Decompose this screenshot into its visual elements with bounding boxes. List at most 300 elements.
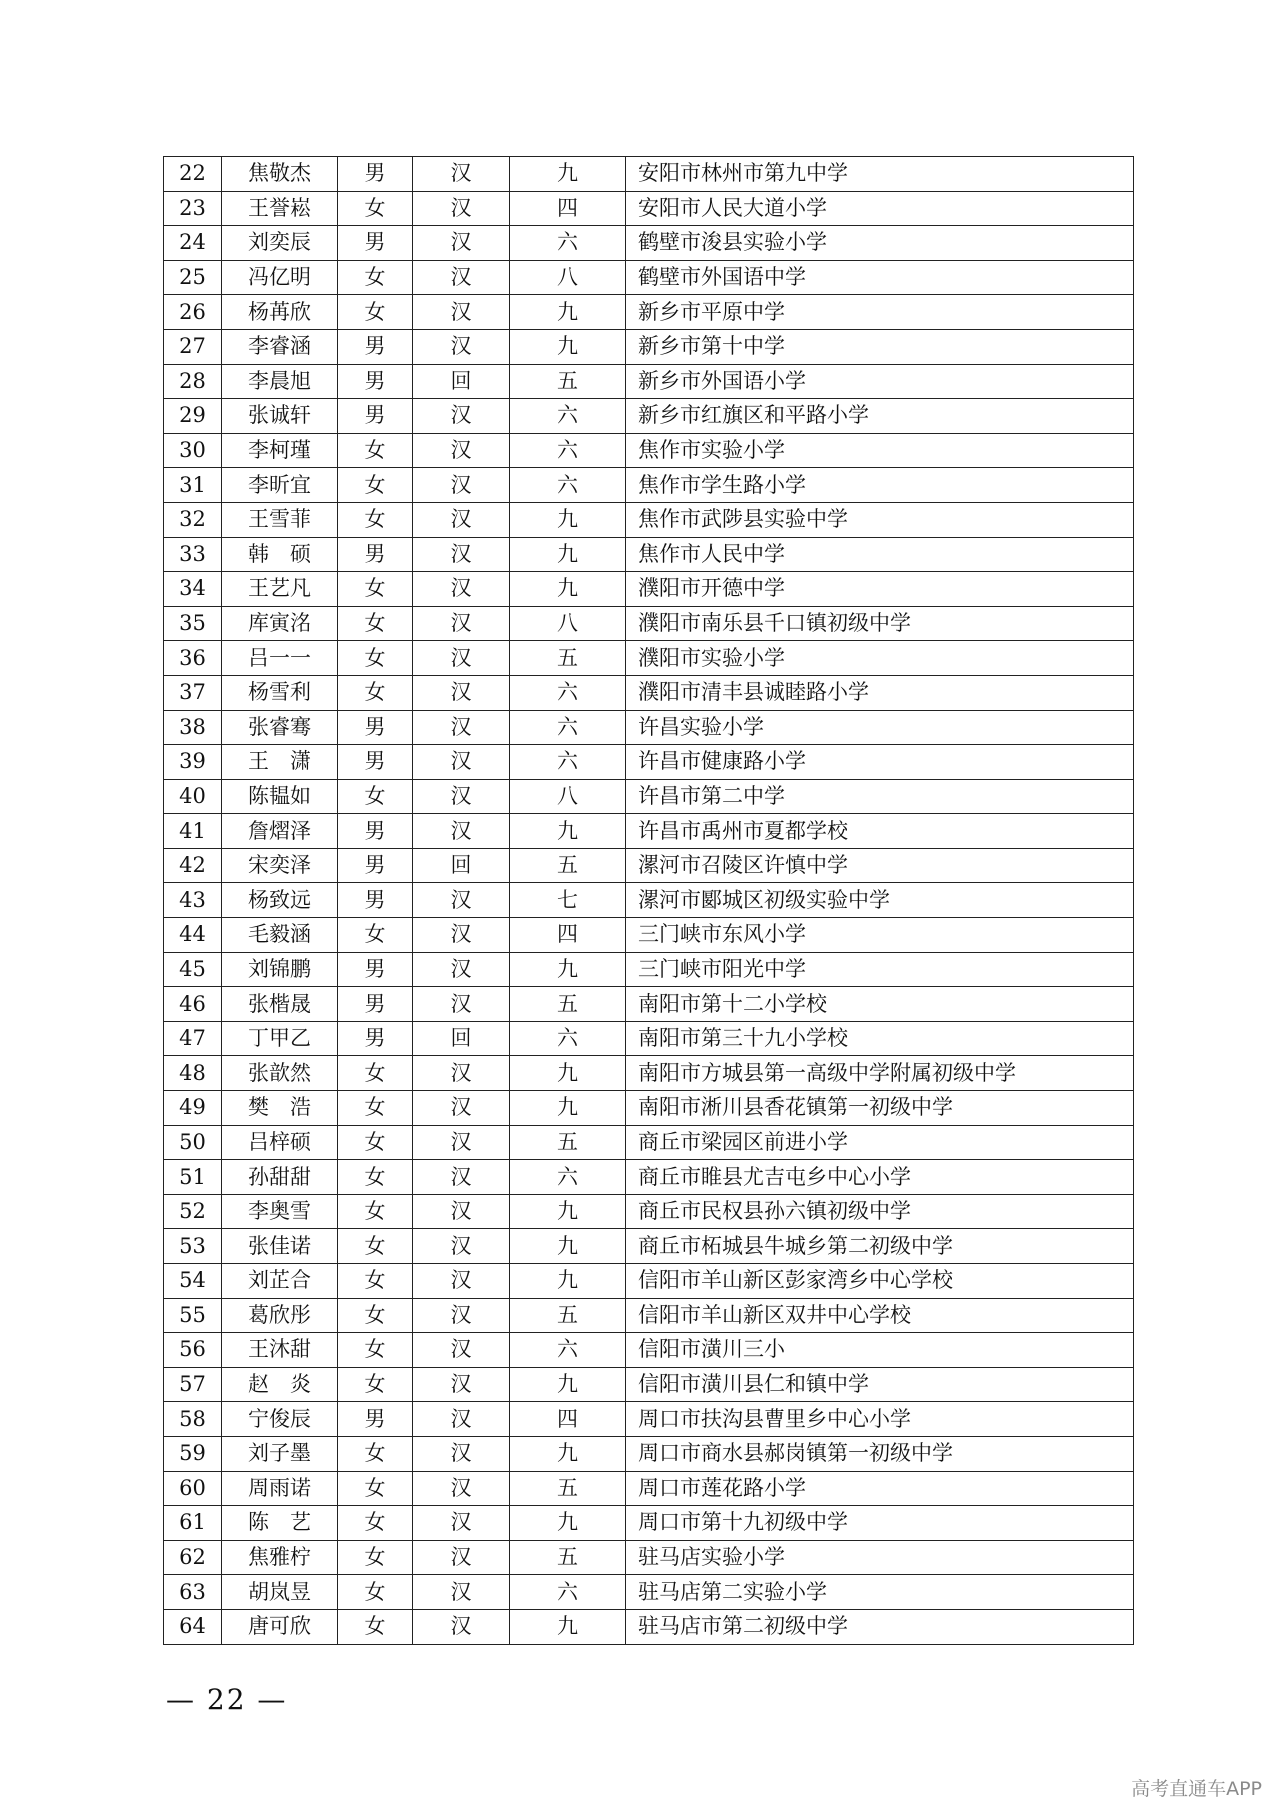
grade-cell: 六 [510,468,626,503]
ethnicity-cell: 汉 [413,537,510,572]
grade-cell: 五 [510,1298,626,1333]
grade-cell: 九 [510,1194,626,1229]
ethnicity-cell: 汉 [413,399,510,434]
school-cell: 信阳市羊山新区彭家湾乡中心学校 [626,1264,1134,1299]
student-name-cell: 吕一一 [222,641,338,676]
table-row [164,502,1134,537]
grade-cell: 九 [510,1229,626,1264]
row-number-cell: 33 [164,537,222,572]
table-row [164,918,1134,953]
student-name-cell: 葛欣彤 [222,1298,338,1333]
table-row [164,1160,1134,1195]
student-name-cell: 杨雪利 [222,675,338,710]
table-row [164,1506,1134,1541]
gender-cell: 男 [338,364,413,399]
student-name-cell: 韩 硕 [222,537,338,572]
grade-cell: 九 [510,1056,626,1091]
ethnicity-cell: 汉 [413,710,510,745]
ethnicity-cell: 汉 [413,157,510,192]
grade-cell: 九 [510,157,626,192]
school-cell: 濮阳市南乐县千口镇初级中学 [626,606,1134,641]
ethnicity-cell: 汉 [413,1264,510,1299]
gender-cell: 男 [338,848,413,883]
ethnicity-cell: 汉 [413,433,510,468]
student-name-cell: 杨苒欣 [222,295,338,330]
ethnicity-cell: 回 [413,364,510,399]
grade-cell: 五 [510,641,626,676]
school-cell: 许昌实验小学 [626,710,1134,745]
school-cell: 三门峡市东风小学 [626,918,1134,953]
grade-cell: 九 [510,952,626,987]
gender-cell: 男 [338,329,413,364]
table-row [164,329,1134,364]
row-number-cell: 40 [164,779,222,814]
school-cell: 南阳市淅川县香花镇第一初级中学 [626,1091,1134,1126]
table-row [164,1194,1134,1229]
table-row [164,1402,1134,1437]
row-number-cell: 26 [164,295,222,330]
table-row [164,952,1134,987]
row-number-cell: 42 [164,848,222,883]
school-cell: 信阳市羊山新区双井中心学校 [626,1298,1134,1333]
ethnicity-cell: 汉 [413,468,510,503]
school-cell: 南阳市方城县第一高级中学附属初级中学 [626,1056,1134,1091]
ethnicity-cell: 汉 [413,641,510,676]
table-row [164,641,1134,676]
gender-cell: 女 [338,1125,413,1160]
grade-cell: 五 [510,848,626,883]
row-number-cell: 48 [164,1056,222,1091]
school-cell: 焦作市学生路小学 [626,468,1134,503]
school-cell: 驻马店市第二初级中学 [626,1609,1134,1644]
student-name-cell: 张睿骞 [222,710,338,745]
ethnicity-cell: 汉 [413,226,510,261]
table-row [164,1436,1134,1471]
row-number-cell: 36 [164,641,222,676]
gender-cell: 女 [338,468,413,503]
gender-cell: 女 [338,260,413,295]
ethnicity-cell: 汉 [413,779,510,814]
row-number-cell: 24 [164,226,222,261]
table-row [164,191,1134,226]
grade-cell: 六 [510,745,626,780]
ethnicity-cell: 汉 [413,1540,510,1575]
grade-cell: 四 [510,1402,626,1437]
row-number-cell: 27 [164,329,222,364]
ethnicity-cell: 汉 [413,814,510,849]
gender-cell: 女 [338,1264,413,1299]
grade-cell: 八 [510,260,626,295]
row-number-cell: 47 [164,1021,222,1056]
ethnicity-cell: 汉 [413,1194,510,1229]
gender-cell: 男 [338,1402,413,1437]
student-name-cell: 宁俊辰 [222,1402,338,1437]
table-row [164,1091,1134,1126]
table-row [164,848,1134,883]
table-row [164,675,1134,710]
student-name-cell: 陈韫如 [222,779,338,814]
grade-cell: 六 [510,1333,626,1368]
gender-cell: 女 [338,572,413,607]
table-row [164,1471,1134,1506]
ethnicity-cell: 汉 [413,329,510,364]
row-number-cell: 34 [164,572,222,607]
school-cell: 南阳市第十二小学校 [626,987,1134,1022]
row-number-cell: 46 [164,987,222,1022]
ethnicity-cell: 汉 [413,260,510,295]
school-cell: 焦作市人民中学 [626,537,1134,572]
gender-cell: 女 [338,1194,413,1229]
table-row [164,883,1134,918]
row-number-cell: 45 [164,952,222,987]
row-number-cell: 31 [164,468,222,503]
gender-cell: 男 [338,987,413,1022]
school-cell: 新乡市外国语小学 [626,364,1134,399]
gender-cell: 女 [338,1506,413,1541]
gender-cell: 女 [338,295,413,330]
row-number-cell: 44 [164,918,222,953]
school-cell: 新乡市第十中学 [626,329,1134,364]
ethnicity-cell: 汉 [413,1506,510,1541]
row-number-cell: 59 [164,1436,222,1471]
student-name-cell: 张诚轩 [222,399,338,434]
school-cell: 周口市商水县郝岗镇第一初级中学 [626,1436,1134,1471]
grade-cell: 五 [510,1125,626,1160]
table-row [164,779,1134,814]
table-row [164,572,1134,607]
row-number-cell: 58 [164,1402,222,1437]
grade-cell: 九 [510,1436,626,1471]
school-cell: 漯河市召陵区许慎中学 [626,848,1134,883]
watermark: 高考直通车APP [1131,1778,1262,1800]
ethnicity-cell: 回 [413,848,510,883]
row-number-cell: 64 [164,1609,222,1644]
school-cell: 新乡市红旗区和平路小学 [626,399,1134,434]
student-name-cell: 张佳诺 [222,1229,338,1264]
school-cell: 商丘市民权县孙六镇初级中学 [626,1194,1134,1229]
gender-cell: 女 [338,918,413,953]
school-cell: 新乡市平原中学 [626,295,1134,330]
school-cell: 驻马店实验小学 [626,1540,1134,1575]
ethnicity-cell: 汉 [413,502,510,537]
table-row [164,987,1134,1022]
gender-cell: 女 [338,779,413,814]
row-number-cell: 57 [164,1367,222,1402]
ethnicity-cell: 汉 [413,1229,510,1264]
student-name-cell: 冯亿明 [222,260,338,295]
school-cell: 三门峡市阳光中学 [626,952,1134,987]
grade-cell: 九 [510,1367,626,1402]
row-number-cell: 22 [164,157,222,192]
school-cell: 许昌市第二中学 [626,779,1134,814]
gender-cell: 女 [338,502,413,537]
student-name-cell: 焦敬杰 [222,157,338,192]
grade-cell: 六 [510,399,626,434]
gender-cell: 女 [338,1471,413,1506]
student-name-cell: 李睿涵 [222,329,338,364]
grade-cell: 九 [510,537,626,572]
school-cell: 商丘市睢县尤吉屯乡中心小学 [626,1160,1134,1195]
school-cell: 安阳市林州市第九中学 [626,157,1134,192]
school-cell: 焦作市武陟县实验中学 [626,502,1134,537]
row-number-cell: 50 [164,1125,222,1160]
table-row [164,745,1134,780]
row-number-cell: 54 [164,1264,222,1299]
ethnicity-cell: 汉 [413,1333,510,1368]
table-row [164,710,1134,745]
row-number-cell: 56 [164,1333,222,1368]
grade-cell: 七 [510,883,626,918]
grade-cell: 九 [510,1091,626,1126]
student-name-cell: 詹熠泽 [222,814,338,849]
ethnicity-cell: 汉 [413,1367,510,1402]
grade-cell: 九 [510,1609,626,1644]
grade-cell: 六 [510,1021,626,1056]
ethnicity-cell: 汉 [413,883,510,918]
gender-cell: 女 [338,606,413,641]
gender-cell: 女 [338,1575,413,1610]
row-number-cell: 30 [164,433,222,468]
school-cell: 周口市第十九初级中学 [626,1506,1134,1541]
grade-cell: 六 [510,433,626,468]
ethnicity-cell: 汉 [413,1402,510,1437]
student-name-cell: 胡岚昱 [222,1575,338,1610]
row-number-cell: 43 [164,883,222,918]
gender-cell: 女 [338,1367,413,1402]
student-name-cell: 库寅洺 [222,606,338,641]
student-name-cell: 樊 浩 [222,1091,338,1126]
table-row [164,226,1134,261]
school-cell: 周口市扶沟县曹里乡中心小学 [626,1402,1134,1437]
student-name-cell: 张歆然 [222,1056,338,1091]
student-name-cell: 王雪菲 [222,502,338,537]
roster-body [164,157,1134,1645]
table-row [164,1229,1134,1264]
table-row [164,537,1134,572]
ethnicity-cell: 汉 [413,1160,510,1195]
school-cell: 南阳市第三十九小学校 [626,1021,1134,1056]
gender-cell: 女 [338,1056,413,1091]
student-name-cell: 焦雅柠 [222,1540,338,1575]
gender-cell: 女 [338,191,413,226]
ethnicity-cell: 汉 [413,1125,510,1160]
page-number: — 22 — [166,1683,288,1716]
ethnicity-cell: 汉 [413,1056,510,1091]
row-number-cell: 62 [164,1540,222,1575]
row-number-cell: 37 [164,675,222,710]
gender-cell: 男 [338,1021,413,1056]
table-row [164,1021,1134,1056]
school-cell: 焦作市实验小学 [626,433,1134,468]
student-name-cell: 王沐甜 [222,1333,338,1368]
gender-cell: 女 [338,433,413,468]
table-row [164,1333,1134,1368]
gender-cell: 男 [338,745,413,780]
school-cell: 驻马店第二实验小学 [626,1575,1134,1610]
ethnicity-cell: 汉 [413,1609,510,1644]
school-cell: 许昌市禹州市夏都学校 [626,814,1134,849]
row-number-cell: 23 [164,191,222,226]
grade-cell: 四 [510,918,626,953]
school-cell: 安阳市人民大道小学 [626,191,1134,226]
table-row [164,1125,1134,1160]
gender-cell: 女 [338,675,413,710]
table-row [164,260,1134,295]
grade-cell: 六 [510,1160,626,1195]
student-name-cell: 刘锦鹏 [222,952,338,987]
grade-cell: 九 [510,1506,626,1541]
gender-cell: 男 [338,399,413,434]
student-name-cell: 周雨诺 [222,1471,338,1506]
ethnicity-cell: 回 [413,1021,510,1056]
table-row [164,157,1134,192]
row-number-cell: 49 [164,1091,222,1126]
student-name-cell: 陈 艺 [222,1506,338,1541]
ethnicity-cell: 汉 [413,191,510,226]
grade-cell: 五 [510,364,626,399]
student-name-cell: 刘子墨 [222,1436,338,1471]
row-number-cell: 53 [164,1229,222,1264]
school-cell: 鹤壁市浚县实验小学 [626,226,1134,261]
school-cell: 信阳市潢川县仁和镇中学 [626,1367,1134,1402]
row-number-cell: 38 [164,710,222,745]
grade-cell: 八 [510,606,626,641]
table-row [164,814,1134,849]
ethnicity-cell: 汉 [413,572,510,607]
grade-cell: 五 [510,1471,626,1506]
grade-cell: 五 [510,987,626,1022]
ethnicity-cell: 汉 [413,918,510,953]
gender-cell: 男 [338,537,413,572]
ethnicity-cell: 汉 [413,1471,510,1506]
school-cell: 濮阳市清丰县诚睦路小学 [626,675,1134,710]
row-number-cell: 63 [164,1575,222,1610]
grade-cell: 八 [510,779,626,814]
grade-cell: 九 [510,295,626,330]
row-number-cell: 60 [164,1471,222,1506]
gender-cell: 女 [338,1160,413,1195]
grade-cell: 九 [510,1264,626,1299]
row-number-cell: 39 [164,745,222,780]
student-name-cell: 吕梓硕 [222,1125,338,1160]
grade-cell: 九 [510,502,626,537]
table-row [164,1540,1134,1575]
gender-cell: 男 [338,883,413,918]
student-name-cell: 杨致远 [222,883,338,918]
gender-cell: 女 [338,1540,413,1575]
school-cell: 许昌市健康路小学 [626,745,1134,780]
table-row [164,433,1134,468]
row-number-cell: 29 [164,399,222,434]
student-name-cell: 宋奕泽 [222,848,338,883]
ethnicity-cell: 汉 [413,675,510,710]
school-cell: 鹤壁市外国语中学 [626,260,1134,295]
gender-cell: 女 [338,1298,413,1333]
student-name-cell: 丁甲乙 [222,1021,338,1056]
school-cell: 濮阳市开德中学 [626,572,1134,607]
student-roster-table [163,156,1134,1645]
table-row [164,364,1134,399]
grade-cell: 九 [510,329,626,364]
row-number-cell: 51 [164,1160,222,1195]
row-number-cell: 35 [164,606,222,641]
table-row [164,1609,1134,1644]
gender-cell: 男 [338,952,413,987]
row-number-cell: 28 [164,364,222,399]
grade-cell: 九 [510,814,626,849]
grade-cell: 六 [510,1575,626,1610]
student-name-cell: 刘奕辰 [222,226,338,261]
table-row [164,1367,1134,1402]
gender-cell: 女 [338,1436,413,1471]
student-name-cell: 唐可欣 [222,1609,338,1644]
grade-cell: 六 [510,226,626,261]
student-name-cell: 张楷晟 [222,987,338,1022]
grade-cell: 六 [510,710,626,745]
gender-cell: 女 [338,1333,413,1368]
grade-cell: 六 [510,675,626,710]
student-name-cell: 李柯瑾 [222,433,338,468]
ethnicity-cell: 汉 [413,1091,510,1126]
student-name-cell: 赵 炎 [222,1367,338,1402]
ethnicity-cell: 汉 [413,987,510,1022]
ethnicity-cell: 汉 [413,745,510,780]
row-number-cell: 25 [164,260,222,295]
gender-cell: 女 [338,641,413,676]
row-number-cell: 55 [164,1298,222,1333]
ethnicity-cell: 汉 [413,1298,510,1333]
ethnicity-cell: 汉 [413,295,510,330]
school-cell: 周口市莲花路小学 [626,1471,1134,1506]
gender-cell: 男 [338,710,413,745]
gender-cell: 女 [338,1609,413,1644]
row-number-cell: 52 [164,1194,222,1229]
gender-cell: 男 [338,226,413,261]
student-name-cell: 毛毅涵 [222,918,338,953]
row-number-cell: 61 [164,1506,222,1541]
table-row [164,1264,1134,1299]
student-name-cell: 李奥雪 [222,1194,338,1229]
gender-cell: 女 [338,1229,413,1264]
grade-cell: 九 [510,572,626,607]
student-name-cell: 孙甜甜 [222,1160,338,1195]
table-row [164,1298,1134,1333]
ethnicity-cell: 汉 [413,1436,510,1471]
table-row [164,1575,1134,1610]
ethnicity-cell: 汉 [413,952,510,987]
student-name-cell: 李昕宜 [222,468,338,503]
school-cell: 漯河市郾城区初级实验中学 [626,883,1134,918]
school-cell: 信阳市潢川三小 [626,1333,1134,1368]
ethnicity-cell: 汉 [413,606,510,641]
gender-cell: 男 [338,157,413,192]
table-row [164,1056,1134,1091]
gender-cell: 男 [338,814,413,849]
grade-cell: 五 [510,1540,626,1575]
table-row [164,606,1134,641]
table-row [164,295,1134,330]
student-name-cell: 王 潇 [222,745,338,780]
student-name-cell: 王艺凡 [222,572,338,607]
ethnicity-cell: 汉 [413,1575,510,1610]
student-name-cell: 李晨旭 [222,364,338,399]
gender-cell: 女 [338,1091,413,1126]
student-name-cell: 刘芷合 [222,1264,338,1299]
school-cell: 商丘市柘城县牛城乡第二初级中学 [626,1229,1134,1264]
school-cell: 商丘市梁园区前进小学 [626,1125,1134,1160]
row-number-cell: 32 [164,502,222,537]
table-row [164,468,1134,503]
